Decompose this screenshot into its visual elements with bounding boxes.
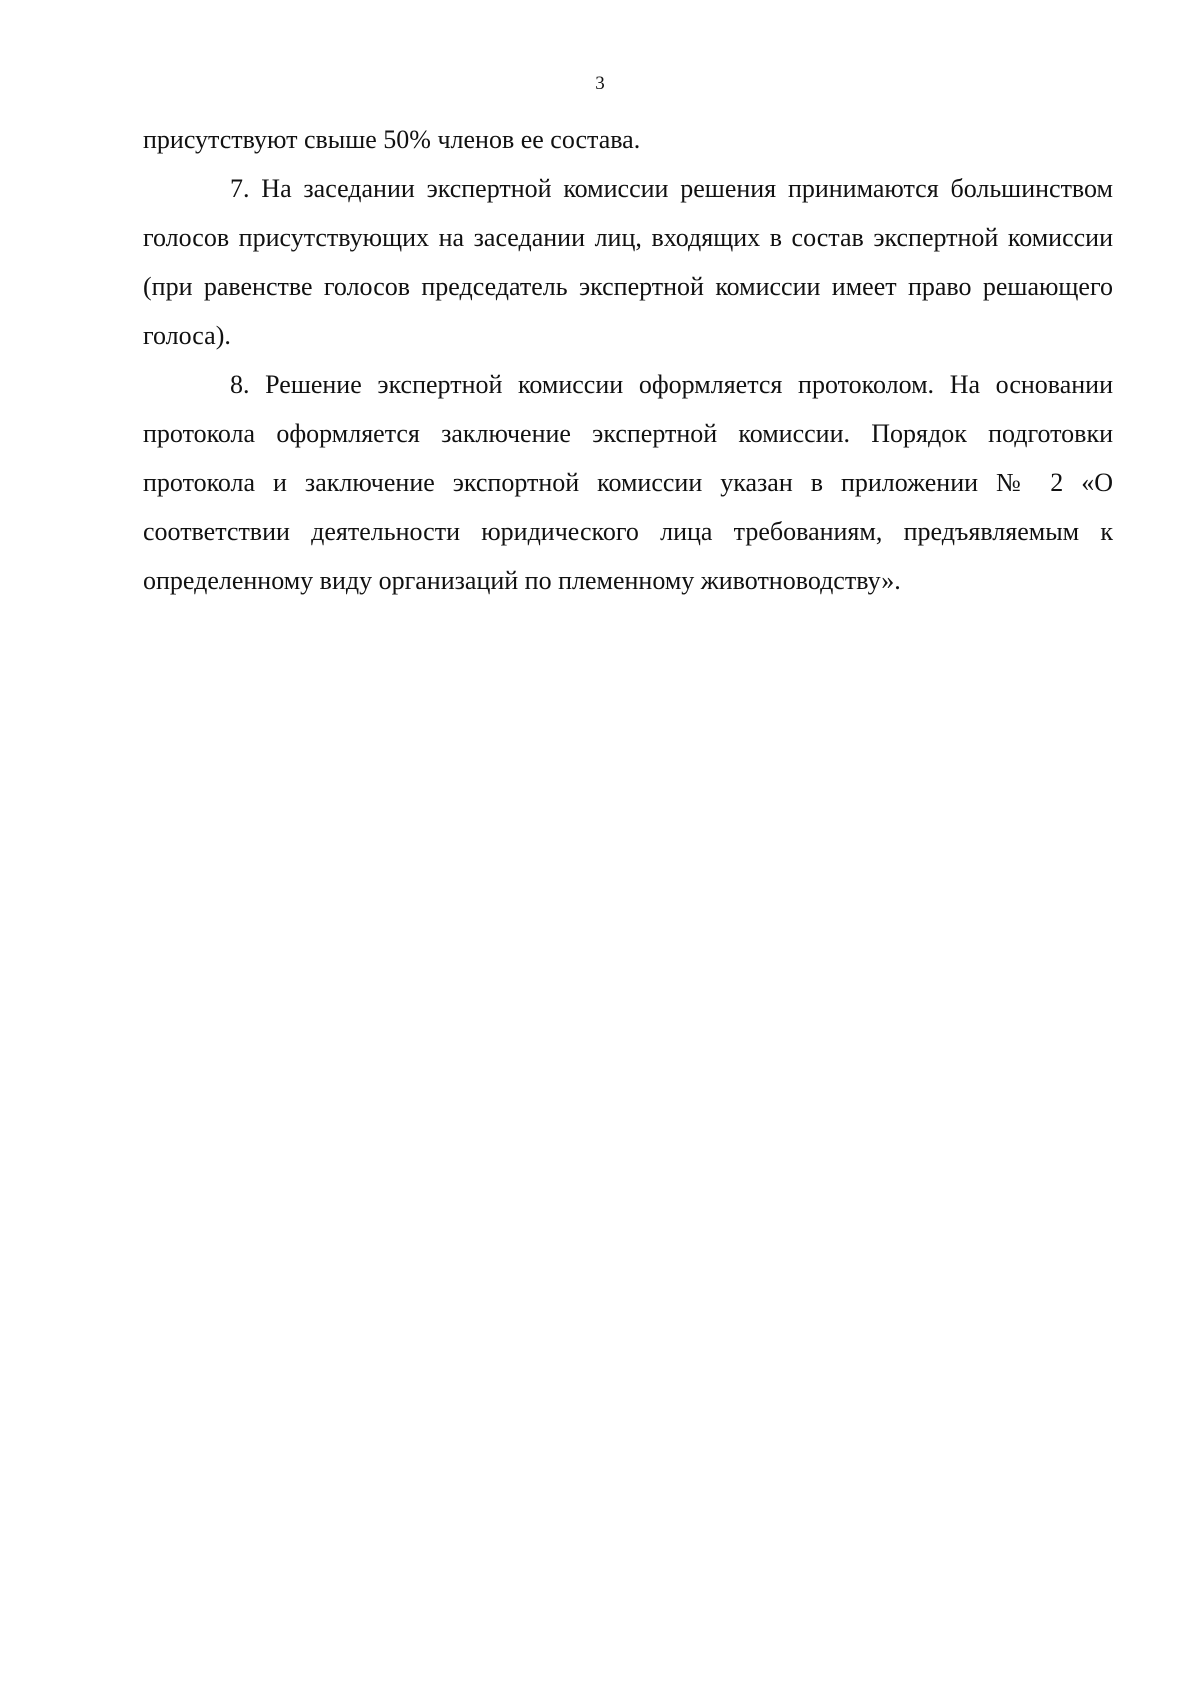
paragraph-item-7: 7. На заседании экспертной комиссии решения принимаются большинством голосов присутствующих на заседании лиц, входящих в состав экспертной комиссии (при равенстве голосов председатель экспертной комиссии имеет право решающего голоса).: [143, 174, 1113, 350]
paragraph-item-8: 8. Решение экспертной комиссии оформляется протоколом. На основании протокола оформляется заключение экспертной комиссии. Порядок подготовки протокола и заключение экспортной комиссии указан в приложении № 2 «О соответствии деятельности юридического лица требованиям, предъявляемым к определенному виду организаций по племенному животноводству».: [143, 370, 1113, 595]
page-number: 3: [595, 73, 605, 94]
document-body: [143, 115, 1113, 605]
paragraph-continuation: присутствуют свыше 50% членов ее состава.: [143, 125, 641, 154]
